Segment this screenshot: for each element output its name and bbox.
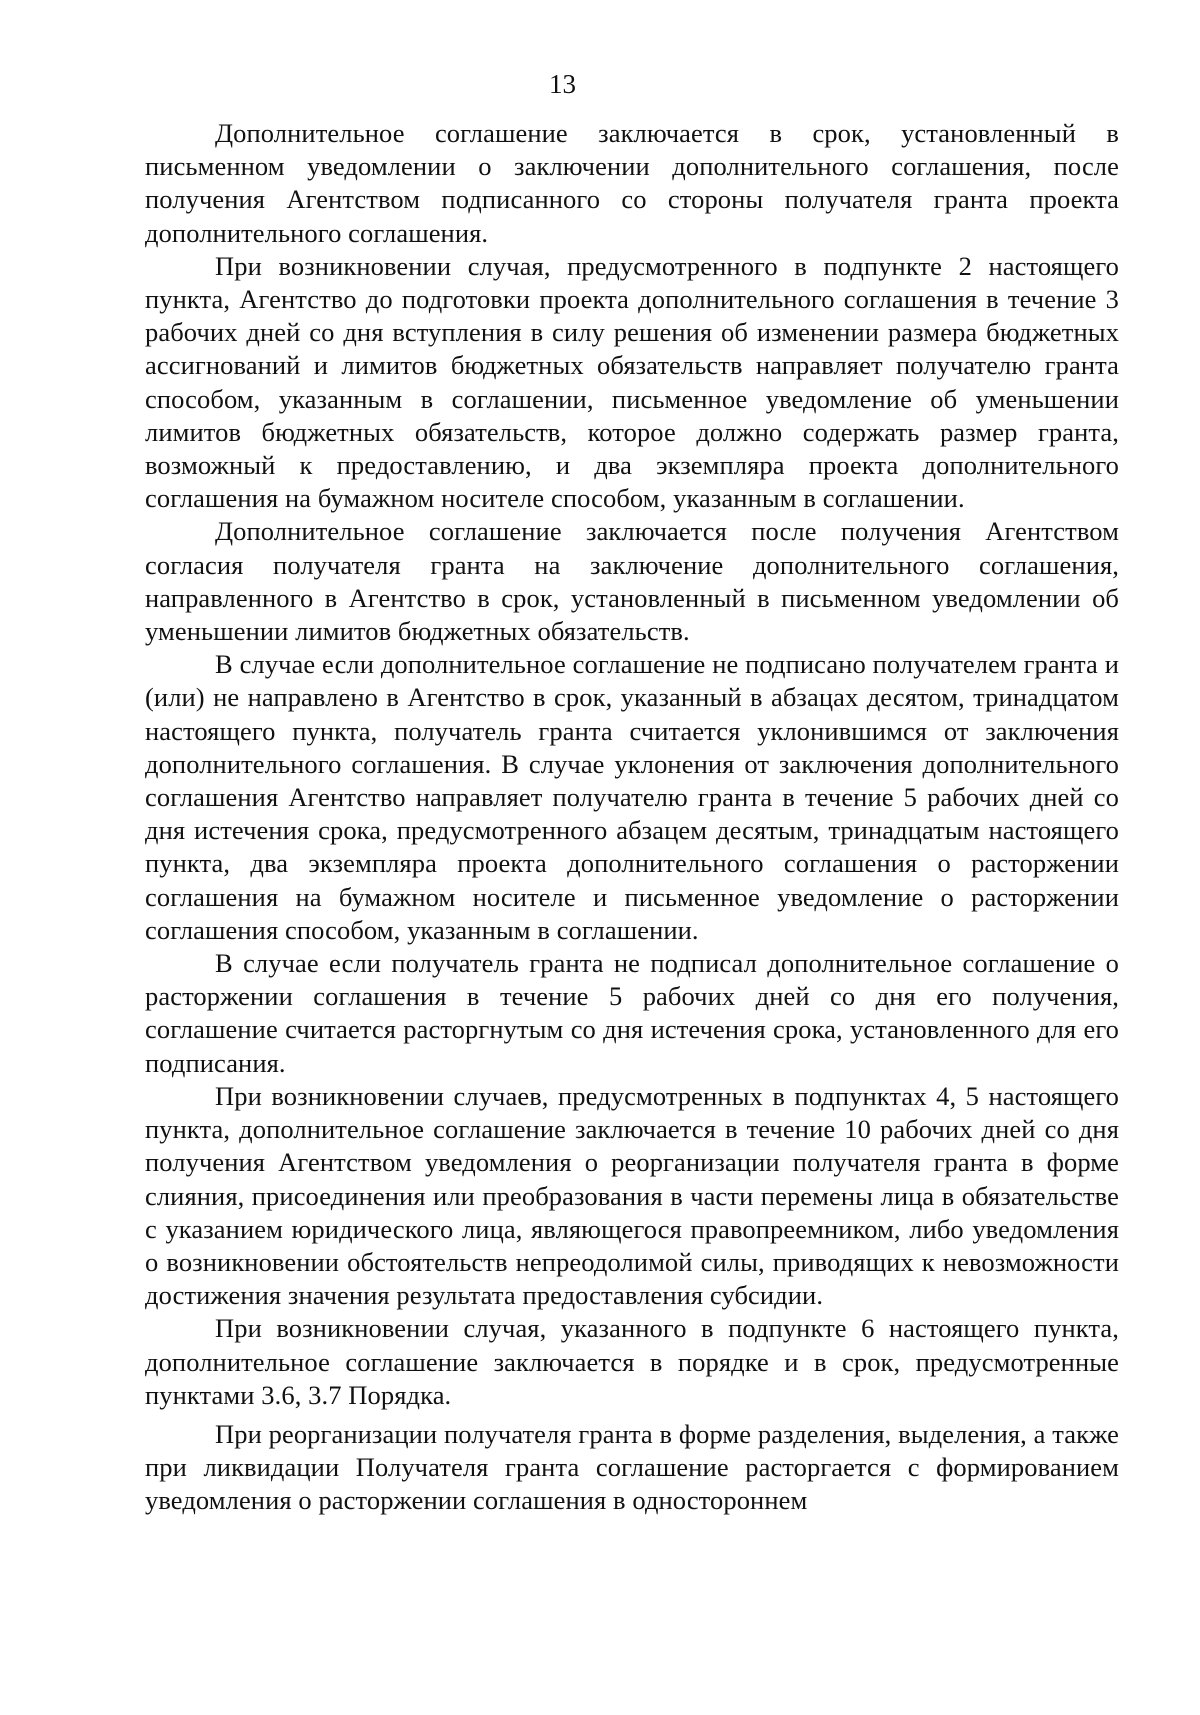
paragraph-2: При возникновении случая, предусмотренного в подпункте 2 настоящего пункта, Агентство до подготовки проекта дополнительного соглашения в течение 3 рабочих дней со дня вступления в силу решения об изменении размера бюджетных ассигнований и лимитов бюджетных обязательств направляет получателю гранта способом, указанным в соглашении, письменное уведомление об уменьшении лимитов бюджетных обязательств, которое должно содержать размер гранта, возможный к предоставлению, и два экземпляра проекта дополнительного соглашения на бумажном носителе способом, указанным в соглашении. — [145, 250, 1119, 514]
paragraph-4: В случае если дополнительное соглашение не подписано получателем гранта и (или) не направлено в Агентство в срок, указанный в абзацах десятом, тринадцатом настоящего пункта, получатель гранта считается уклонившимся от заключения дополнительного соглашения. В случае уклонения от заключения дополнительного соглашения Агентство направляет получателю гранта в течение 5 рабочих дней со дня истечения срока, предусмотренного абзацем десятым, тринадцатым настоящего пункта, два экземпляра проекта дополнительного соглашения о расторжении соглашения на бумажном носителе и письменное уведомление о расторжении соглашения способом, указанным в соглашении. — [145, 649, 1119, 945]
page-number: 13 — [549, 69, 576, 99]
paragraph-3: Дополнительное соглашение заключается после получения Агентством согласия получателя гранта на заключение дополнительного соглашения, направленного в Агентство в срок, установленный в письменном уведомлении об уменьшении лимитов бюджетных обязательств. — [145, 516, 1119, 647]
paragraph-5: В случае если получатель гранта не подписал дополнительное соглашение о расторжении соглашения в течение 5 рабочих дней со дня его получения, соглашение считается расторгнутым со дня истечения срока, установленного для его подписания. — [145, 948, 1119, 1078]
paragraph-1: Дополнительное соглашение заключается в срок, установленный в письменном уведомлении о заключении дополнительного соглашения, после получения Агентством подписанного со стороны получателя гранта проекта дополнительного соглашения. — [145, 118, 1119, 248]
paragraph-8: При реорганизации получателя гранта в форме разделения, выделения, а также при ликвидации Получателя гранта соглашение расторгается с формированием уведомления о расторжении соглашения в одностороннем — [145, 1418, 1119, 1516]
paragraph-7: При возникновении случая, указанного в подпункте 6 настоящего пункта, дополнительное соглашение заключается в порядке и в срок, предусмотренные пунктами 3.6, 3.7 Порядка. — [145, 1313, 1119, 1410]
document-body — [145, 117, 1119, 1518]
paragraph-6: При возникновении случаев, предусмотренных в подпунктах 4, 5 настоящего пункта, дополнительное соглашение заключается в течение 10 рабочих дней со дня получения Агентством уведомления о реорганизации получателя гранта в форме слияния, присоединения или преобразования в части перемены лица в обязательстве с указанием юридического лица, являющегося правопреемником, либо уведомления о возникновении обстоятельств непреодолимой силы, приводящих к невозможности достижения значения результата предоставления субсидии. — [145, 1080, 1119, 1311]
